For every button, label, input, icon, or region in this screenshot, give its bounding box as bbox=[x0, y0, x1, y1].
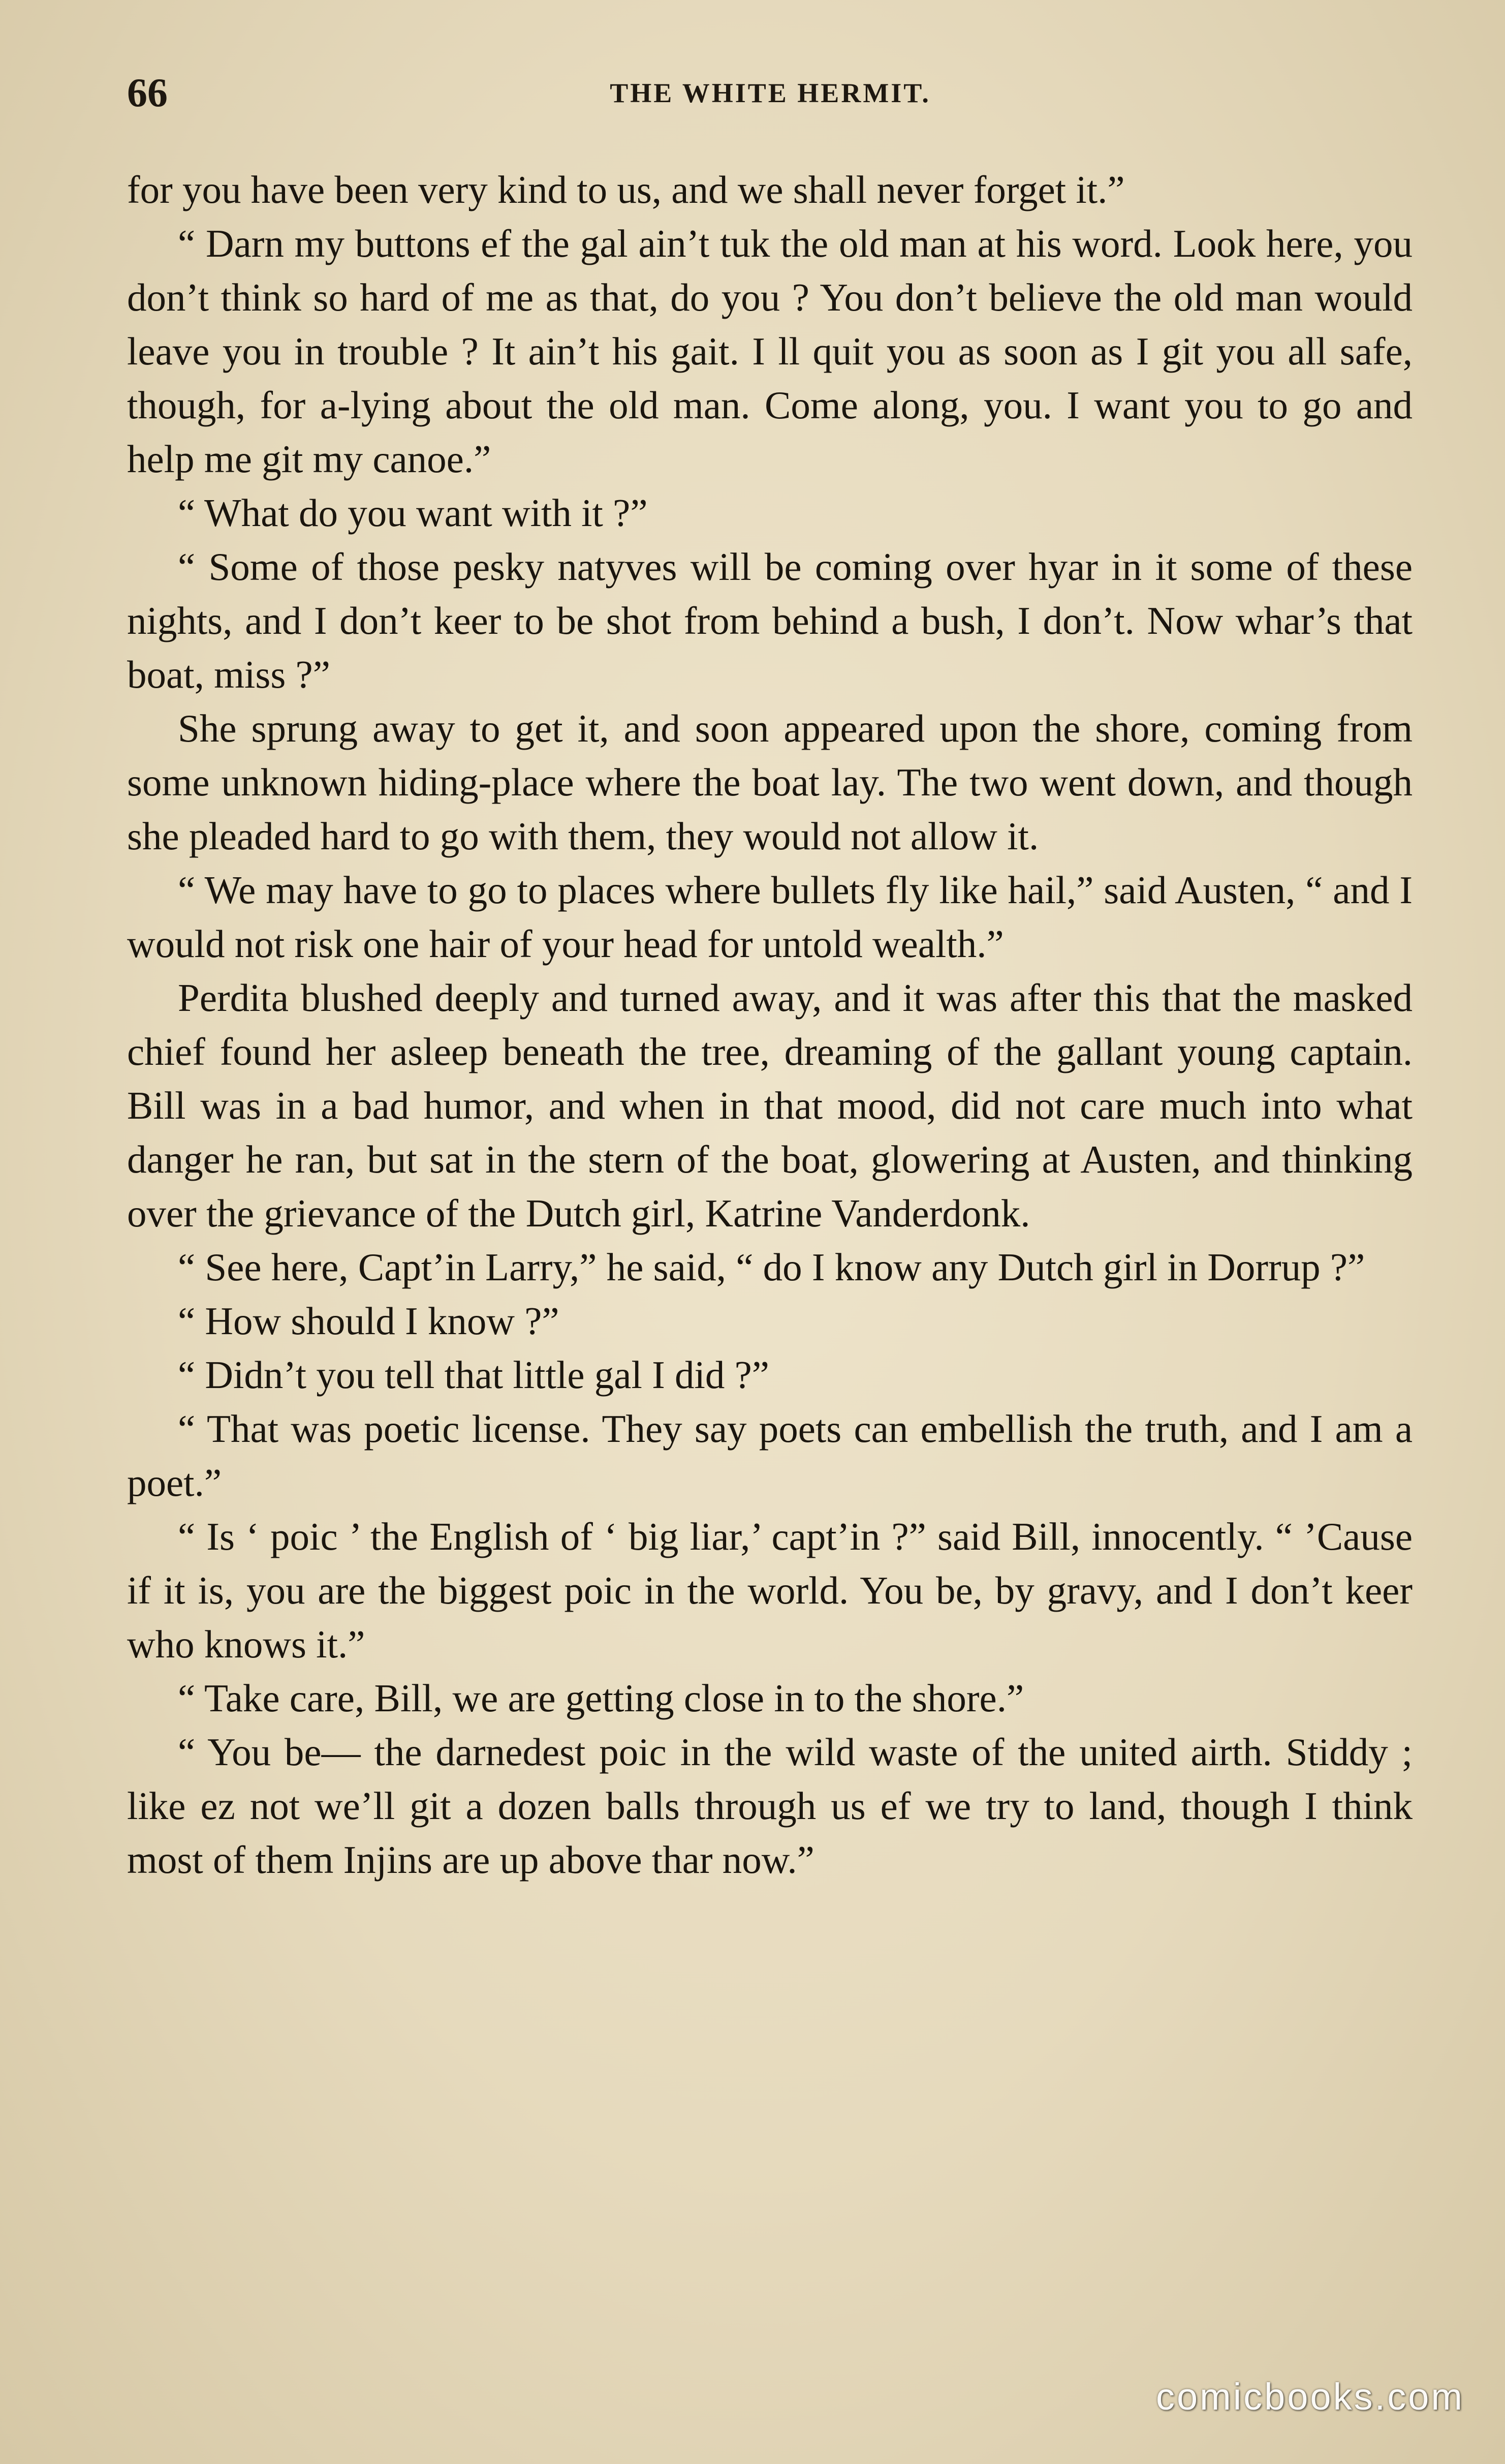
paragraph: “ Take care, Bill, we are getting close in to the shore.” bbox=[178, 1676, 1024, 1720]
paragraph: She sprung away to get it, and soon appeared upon the shore, coming from some unknown hiding-place where the boat lay. The two went down, and though she pleaded hard to go with them, they would not allow it. bbox=[127, 706, 1413, 858]
paragraph: “ See here, Capt’in Larry,” he said, “ do I know any Dutch girl in Dorrup ?” bbox=[178, 1245, 1365, 1289]
paragraph: for you have been very kind to us, and we shall never forget it.” bbox=[127, 168, 1125, 211]
body-text bbox=[127, 163, 1413, 1887]
page-header bbox=[127, 70, 1414, 116]
paragraph: Perdita blushed deeply and turned away, and it was after this that the masked chief found her asleep beneath the tree, dreaming of the gallant young captain. Bill was in a bad humor, and when in that mood, did not care much into what danger he ran, but sat in the stern of the boat, glowering at Austen, and thinking over the grievance of the Dutch girl, Katrine Vanderdonk. bbox=[127, 976, 1413, 1235]
paragraph: “ Didn’t you tell that little gal I did ?” bbox=[178, 1353, 769, 1397]
paragraph: “ What do you want with it ?” bbox=[178, 491, 648, 535]
paragraph: “ Darn my buttons ef the gal ain’t tuk the old man at his word. Look here, you don’t think so hard of me as that, do you ? You don’t believe the old man would leave you in trouble ? It ain’t his gait. I ll quit you as soon as I git you all safe, though, for a-lying about the old man. Come along, you. I want you to go and help me git my canoe.” bbox=[127, 222, 1413, 481]
watermark: comicbooks.com bbox=[1155, 2376, 1464, 2418]
paragraph: “ How should I know ?” bbox=[178, 1299, 559, 1343]
paragraph: “ We may have to go to places where bullets fly like hail,” said Austen, “ and I would not risk one hair of your head for untold wealth.” bbox=[127, 868, 1413, 966]
paragraph: “ That was poetic license. They say poets can embellish the truth, and I am a poet.” bbox=[127, 1407, 1413, 1504]
running-title: THE WHITE HERMIT. bbox=[610, 78, 931, 108]
paragraph: “ Is ‘ poic ’ the English of ‘ big liar,’ capt’in ?” said Bill, innocently. “ ’Cause if it is, you are the biggest poic in the world. You be, by gravy, and I don’t keer who knows it.” bbox=[127, 1515, 1413, 1666]
paragraph: “ You be— the darnedest poic in the wild waste of the united airth. Stiddy ; like ez not we’ll git a dozen balls through us ef we try to land, though I think most of them Injins are up above thar now.” bbox=[127, 1730, 1413, 1882]
paragraph: “ Some of those pesky natyves will be coming over hyar in it some of these nights, and I don’t keer to be shot from behind a bush, I don’t. Now whar’s that boat, miss ?” bbox=[127, 545, 1413, 696]
page-number: 66 bbox=[127, 71, 168, 115]
